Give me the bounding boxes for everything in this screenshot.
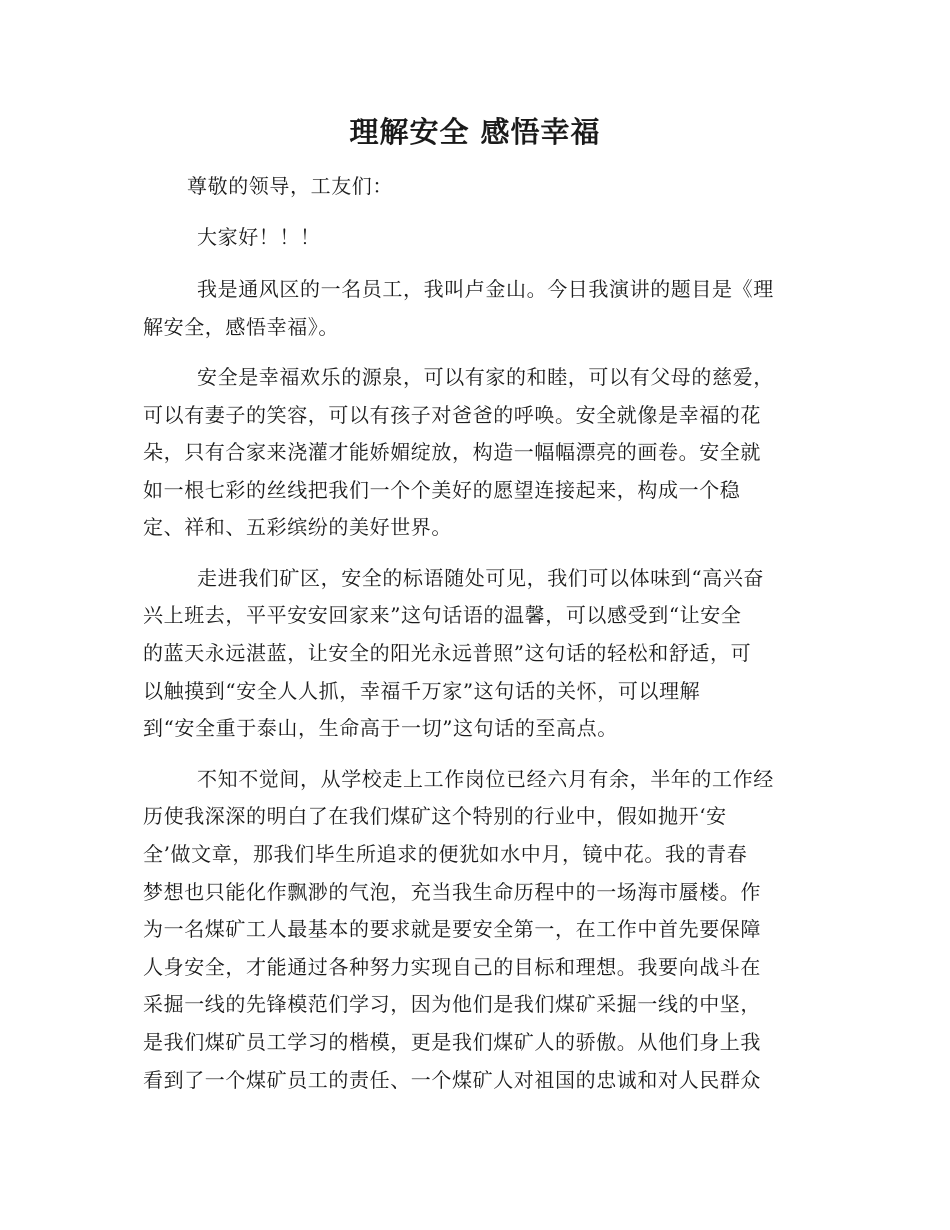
paragraph-line: 为一名煤矿工人最基本的要求就是要安全第一，在工作中首先要保障 <box>143 917 761 941</box>
paragraph-line: 定、祥和、五彩缤纷的美好世界。 <box>143 515 452 539</box>
paragraph-line: 我是通风区的一名员工，我叫卢金山。今日我演讲的题目是《理 <box>197 277 774 301</box>
salutation-line: 尊敬的领导，工友们： <box>187 174 393 198</box>
document-title: 理解安全 感悟幸福 <box>349 115 601 149</box>
paragraph-line: 解安全，感悟幸福》。 <box>143 315 339 339</box>
paragraph-line: 不知不觉间，从学校走上工作岗位已经六月有余，半年的工作经 <box>197 767 774 791</box>
paragraph-line: 梦想也只能化作飘渺的气泡，充当我生命历程中的一场海市蜃楼。作 <box>143 880 761 904</box>
paragraph-line: 历使我深深的明白了在我们煤矿这个特别的行业中，假如抛开‘安 <box>143 804 727 828</box>
paragraph-line: 人身安全，才能通过各种努力实现自己的目标和理想。我要向战斗在 <box>143 955 761 979</box>
paragraph-line: 安全是幸福欢乐的源泉，可以有家的和睦，可以有父母的慈爱， <box>197 365 774 389</box>
paragraph-line: 以触摸到“安全人人抓，幸福千万家”这句话的关怀，可以理解 <box>143 679 701 703</box>
paragraph-line: 采掘一线的先锋模范们学习，因为他们是我们煤矿采掘一线的中坚， <box>143 992 761 1016</box>
paragraph-line: 朵，只有合家来浇灌才能娇媚绽放，构造一幅幅漂亮的画卷。安全就 <box>143 440 761 464</box>
paragraph-line: 到“安全重于泰山，生命高于一切”这句话的至高点。 <box>143 716 618 740</box>
paragraph-line: 的蓝天永远湛蓝，让安全的阳光永远普照”这句话的轻松和舒适，可 <box>143 641 752 665</box>
paragraph-line: 走进我们矿区，安全的标语随处可见，我们可以体味到“高兴奋 <box>197 566 765 590</box>
paragraph-line: 全’做文章，那我们毕生所追求的便犹如水中月，镜中花。我的青春 <box>143 842 748 866</box>
paragraph-line: 如一根七彩的丝线把我们一个个美好的愿望连接起来，构成一个稳 <box>143 478 741 502</box>
paragraph-line: 是我们煤矿员工学习的楷模，更是我们煤矿人的骄傲。从他们身上我 <box>143 1030 761 1054</box>
paragraph-line: 兴上班去，平平安安回家来”这句话语的温馨，可以感受到“让安全 <box>143 603 742 627</box>
paragraph-line: 可以有妻子的笑容，可以有孩子对爸爸的呼唤。安全就像是幸福的花 <box>143 403 761 427</box>
paragraph-line: 看到了一个煤矿员工的责任、一个煤矿人对祖国的忠诚和对人民群众 <box>143 1068 761 1092</box>
greeting-line: 大家好！！！ <box>197 225 321 249</box>
